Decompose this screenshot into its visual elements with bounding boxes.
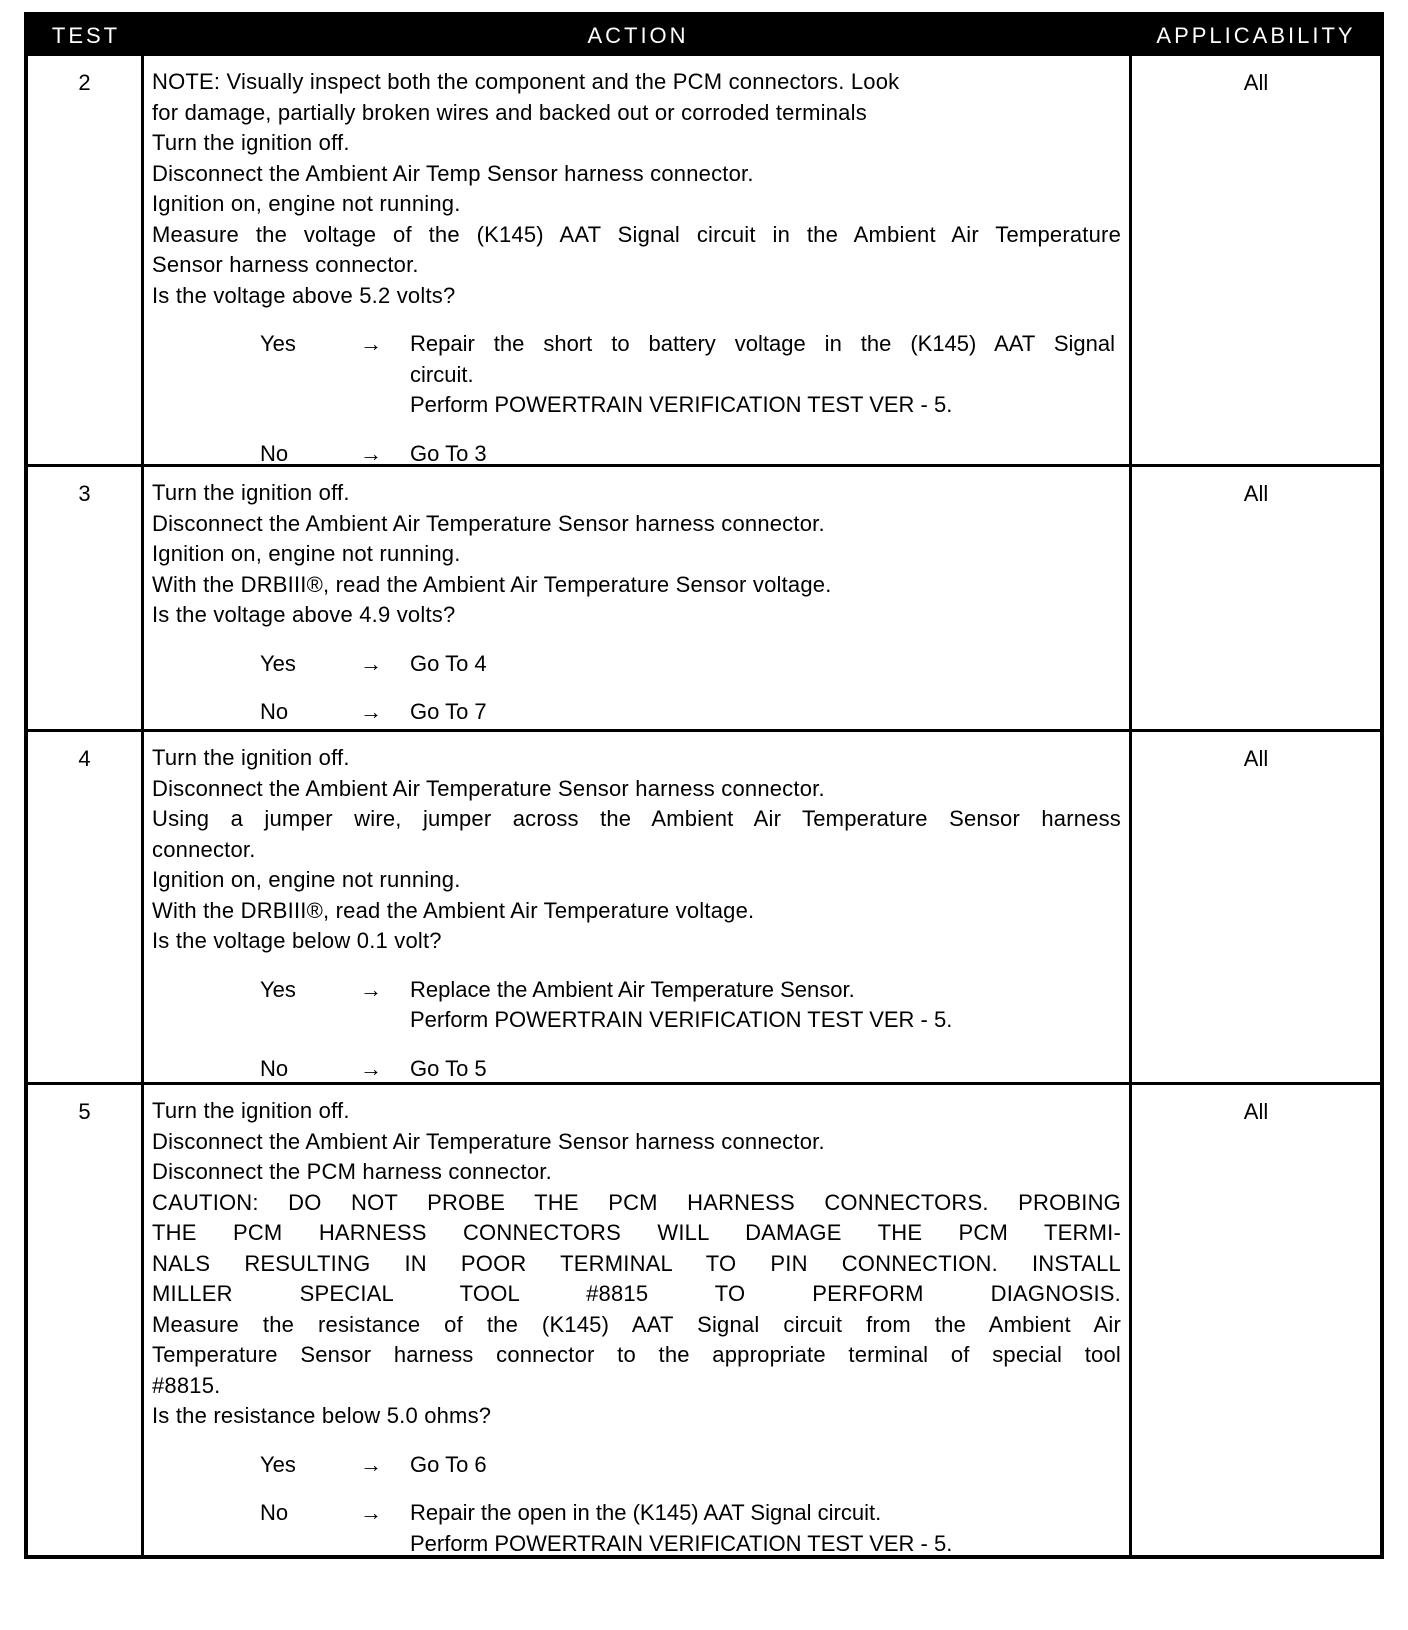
arrow-icon: → xyxy=(360,650,382,676)
table-row xyxy=(28,56,1380,464)
applicability-cell: All xyxy=(1243,481,1269,506)
yes-result xyxy=(410,975,1121,1036)
test-number: 5 xyxy=(28,1085,144,1555)
arrow-icon: → xyxy=(360,1451,382,1477)
action-line: Using a jumper wire, jumper across the Ambient Air Temperature Sensor harness xyxy=(152,806,1121,831)
action-line: Disconnect the Ambient Air Temp Sensor harness connector. xyxy=(152,160,754,186)
action-line: Turn the ignition off. xyxy=(152,130,350,155)
action-line: Turn the ignition off. xyxy=(152,745,350,770)
header-applicability: APPLICABILITY xyxy=(1156,23,1356,48)
no-answer xyxy=(152,439,1121,470)
action-line: Measure the resistance of the (K145) AAT Signal circuit from the Ambient Air xyxy=(152,1311,1121,1337)
table-body xyxy=(28,56,1380,1555)
yes-label: Yes xyxy=(260,1451,296,1477)
no-result xyxy=(410,1054,1121,1085)
action-line: Is the resistance below 5.0 ohms? xyxy=(152,1403,492,1428)
yes-label: Yes xyxy=(260,650,296,676)
action-line: Ignition on, engine not running. xyxy=(152,541,461,566)
yes-result xyxy=(410,1450,1121,1481)
test-number: 2 xyxy=(28,56,144,464)
no-label: No xyxy=(260,699,289,724)
action-line: Turn the ignition off. xyxy=(152,480,350,505)
table-row xyxy=(28,1082,1380,1555)
action-line: Disconnect the Ambient Air Temperature Sensor harness connector. xyxy=(152,775,825,801)
action-line: Disconnect the PCM harness connector. xyxy=(152,1159,552,1184)
yes-answer xyxy=(152,329,1121,421)
arrow-icon: → xyxy=(360,440,382,466)
action-line: THE PCM HARNESS CONNECTORS WILL DAMAGE THE PCM TERMI- xyxy=(152,1220,1121,1245)
no-answer xyxy=(152,1054,1121,1085)
table-row xyxy=(28,729,1380,1082)
test-number: 4 xyxy=(28,732,144,1082)
arrow-icon: → xyxy=(360,1055,382,1081)
action-line: CAUTION: DO NOT PROBE THE PCM HARNESS CONNECTORS. PROBING xyxy=(152,1189,1121,1215)
action-line: for damage, partially broken wires and backed out or corroded terminals xyxy=(152,99,867,125)
table-header xyxy=(28,16,1380,56)
action-line: Measure the voltage of the (K145) AAT Signal circuit in the Ambient Air Temperature xyxy=(152,221,1121,247)
applicability-cell: All xyxy=(1243,746,1269,771)
result-line: Perform POWERTRAIN VERIFICATION TEST VER - 5. xyxy=(410,392,953,417)
arrow-icon: → xyxy=(360,1500,382,1525)
action-cell xyxy=(144,732,1132,1082)
action-line: With the DRBIII®, read the Ambient Air Temperature voltage. xyxy=(152,897,755,923)
action-line: Sensor harness connector. xyxy=(152,252,419,277)
action-line: connector. xyxy=(152,836,256,862)
action-line: Ignition on, engine not running. xyxy=(152,191,461,216)
action-line: NOTE: Visually inspect both the component and the PCM connectors. Look xyxy=(152,69,900,94)
diagnostic-test-table xyxy=(24,12,1384,1559)
no-result xyxy=(410,439,1121,470)
no-label: No xyxy=(260,1500,289,1525)
result-line: Go To 5 xyxy=(410,1055,487,1081)
result-line: Go To 3 xyxy=(410,440,487,466)
test-number: 3 xyxy=(28,467,144,729)
no-answer xyxy=(152,697,1121,728)
action-line: NALS RESULTING IN POOR TERMINAL TO PIN CONNECTION. INSTALL xyxy=(152,1250,1121,1276)
header-action: ACTION xyxy=(587,23,689,48)
action-line: Is the voltage above 5.2 volts? xyxy=(152,282,456,308)
yes-answer xyxy=(152,649,1121,680)
arrow-icon: → xyxy=(360,331,382,356)
result-line: Replace the Ambient Air Temperature Sensor. xyxy=(410,976,855,1002)
action-line: Turn the ignition off. xyxy=(152,1098,350,1123)
no-label: No xyxy=(260,1055,289,1081)
header-test: TEST xyxy=(51,23,121,48)
result-line: Repair the short to battery voltage in the (K145) AAT Signal xyxy=(410,331,1115,356)
result-line: Perform POWERTRAIN VERIFICATION TEST VER - 5. xyxy=(410,1530,953,1556)
no-result xyxy=(410,1498,1121,1559)
result-line: Go To 7 xyxy=(410,699,487,724)
result-line: Repair the open in the (K145) AAT Signal circuit. xyxy=(410,1500,882,1525)
no-result xyxy=(410,697,1121,728)
action-cell xyxy=(144,467,1132,729)
yes-label: Yes xyxy=(260,976,296,1002)
result-line: Perform POWERTRAIN VERIFICATION TEST VER - 5. xyxy=(410,1007,953,1032)
action-cell xyxy=(144,1085,1132,1555)
no-answer xyxy=(152,1498,1121,1559)
action-line: Ignition on, engine not running. xyxy=(152,867,461,892)
applicability-cell: All xyxy=(1243,1099,1269,1124)
arrow-icon: → xyxy=(360,976,382,1002)
table-row xyxy=(28,464,1380,729)
no-label: No xyxy=(260,440,289,466)
action-line: Temperature Sensor harness connector to the appropriate terminal of special tool xyxy=(152,1342,1121,1367)
yes-result xyxy=(410,649,1121,680)
action-line: MILLER SPECIAL TOOL #8815 TO PERFORM DIAGNOSIS. xyxy=(152,1281,1121,1306)
yes-answer xyxy=(152,1450,1121,1481)
action-line: Is the voltage below 0.1 volt? xyxy=(152,928,442,953)
result-line: Go To 6 xyxy=(410,1451,487,1477)
action-line: Is the voltage above 4.9 volts? xyxy=(152,602,456,627)
yes-result xyxy=(410,329,1121,421)
yes-answer xyxy=(152,975,1121,1036)
yes-label: Yes xyxy=(260,331,296,356)
action-line: With the DRBIII®, read the Ambient Air Temperature Sensor voltage. xyxy=(152,571,832,597)
action-line: Disconnect the Ambient Air Temperature Sensor harness connector. xyxy=(152,1128,825,1154)
action-cell xyxy=(144,56,1132,464)
arrow-icon: → xyxy=(360,699,382,724)
action-line: Disconnect the Ambient Air Temperature Sensor harness connector. xyxy=(152,510,825,536)
result-line: Go To 4 xyxy=(410,650,487,676)
applicability-cell: All xyxy=(1243,70,1269,95)
action-line: #8815. xyxy=(152,1372,221,1398)
result-line: circuit. xyxy=(410,361,474,387)
